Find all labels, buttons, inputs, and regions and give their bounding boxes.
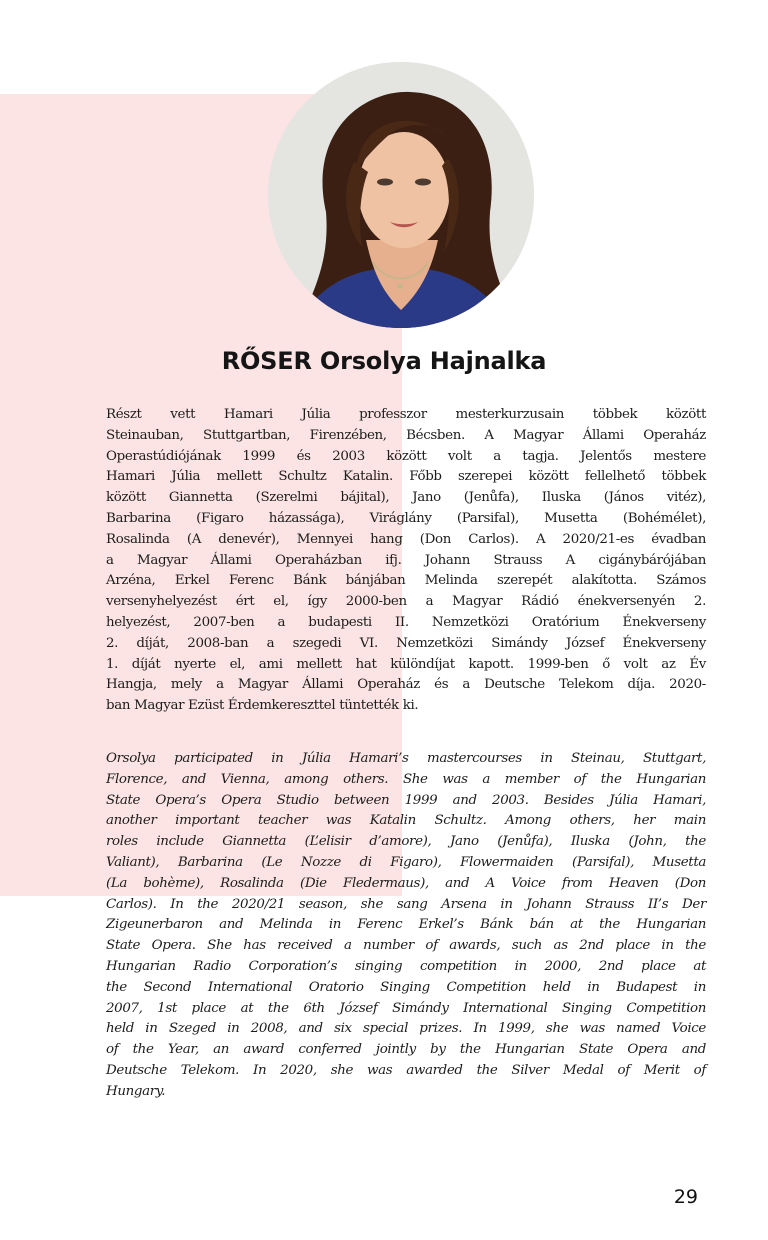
biography-hungarian [106,405,706,717]
text-line: roles include Giannetta (L’elisir d’amore), Jano (Jenůfa), Iluska (John, the [106,834,706,850]
page-title: RŐSER Orsolya Hajnalka [221,347,547,375]
text-line: között Giannetta (Szerelmi bájital), Jano (Jenůfa), Iluska (János vitéz), [106,490,706,506]
text-line: State Opera. She has received a number of awards, such as 2nd place in the [106,938,706,954]
text-line: Deutsche Telekom. In 2020, she was awarded the Silver Medal of Merit of [106,1062,706,1078]
text-line: a Magyar Állami Operaházban ifj. Johann Strauss A cigánybárójában [106,552,706,568]
text-line: Arzéna, Erkel Ferenc Bánk bánjában Melinda szerepét alakította. Számos [106,573,706,589]
text-line: versenyhelyezést ért el, így 2000-ben a Magyar Rádió énekversenyén 2. [106,594,706,610]
portrait-photo [268,62,534,328]
text-line: State Opera’s Opera Studio between 1999 and 2003. Besides Júlia Hamari, [106,792,706,808]
text-line: Rosalinda (A denevér), Mennyei hang (Don Carlos). A 2020/21-es évadban [106,531,706,547]
text-line: held in Szeged in 2008, and six special prizes. In 1999, she was named Voice [106,1021,706,1037]
text-line: ban Magyar Ezüst Érdemkereszttel tüntették ki. [106,698,419,714]
portrait-photo-icon [268,62,534,328]
text-line: 1. díját nyerte el, ami mellett hat különdíjat kapott. 1999-ben ő volt az Év [106,656,706,672]
text-line: (La bohème), Rosalinda (Die Fledermaus), and A Voice from Heaven (Don [106,875,706,891]
text-line: Részt vett Hamari Júlia professzor mesterkurzusain többek között [106,407,706,422]
text-line: Hungarian Radio Corporation’s singing competition in 2000, 2nd place at [106,958,706,974]
text-line: Hangja, mely a Magyar Állami Operaház és a Deutsche Telekom díja. 2020- [106,677,706,693]
text-line: Carlos). In the 2020/21 season, she sang Arsena in Johann Strauss II’s Der [106,896,706,912]
text-line: Hamari Júlia mellett Schultz Katalin. Főbb szerepei között fellelhető többek [106,469,706,485]
page-number: 29 [673,1186,698,1208]
text-line: Valiant), Barbarina (Le Nozze di Figaro), Flowermaiden (Parsifal), Musetta [106,854,706,870]
text-line: another important teacher was Katalin Schultz. Among others, her main [106,813,706,829]
text-line: Florence, and Vienna, among others. She was a member of the Hungarian [106,771,706,787]
text-line: the Second International Oratorio Singing Competition held in Budapest in [106,979,706,995]
text-line: Zigeunerbaron and Melinda in Ferenc Erkel’s Bánk bán at the Hungarian [106,917,706,933]
biography-english [106,749,706,1103]
text-line: of the Year, an award conferred jointly by the Hungarian State Opera and [106,1042,706,1058]
text-line: 2. díját, 2008-ban a szegedi VI. Nemzetközi Simándy József Énekverseny [106,635,706,651]
text-line: Orsolya participated in Júlia Hamari’s mastercourses in Steinau, Stuttgart, [106,751,706,766]
text-line: Barbarina (Figaro házassága), Viráglány (Parsifal), Musetta (Bohémélet), [106,510,706,526]
text-line: Steinauban, Stuttgartban, Firenzében, Bécsben. A Magyar Állami Operaház [106,427,706,443]
text-line: helyezést, 2007-ben a budapesti II. Nemzetközi Oratórium Énekverseny [106,614,706,630]
text-line: 2007, 1st place at the 6th József Simándy International Singing Competition [106,1000,706,1016]
text-line: Hungary. [106,1083,166,1099]
text-line: Operastúdiójának 1999 és 2003 között volt a tagja. Jelentős mestere [106,448,706,464]
